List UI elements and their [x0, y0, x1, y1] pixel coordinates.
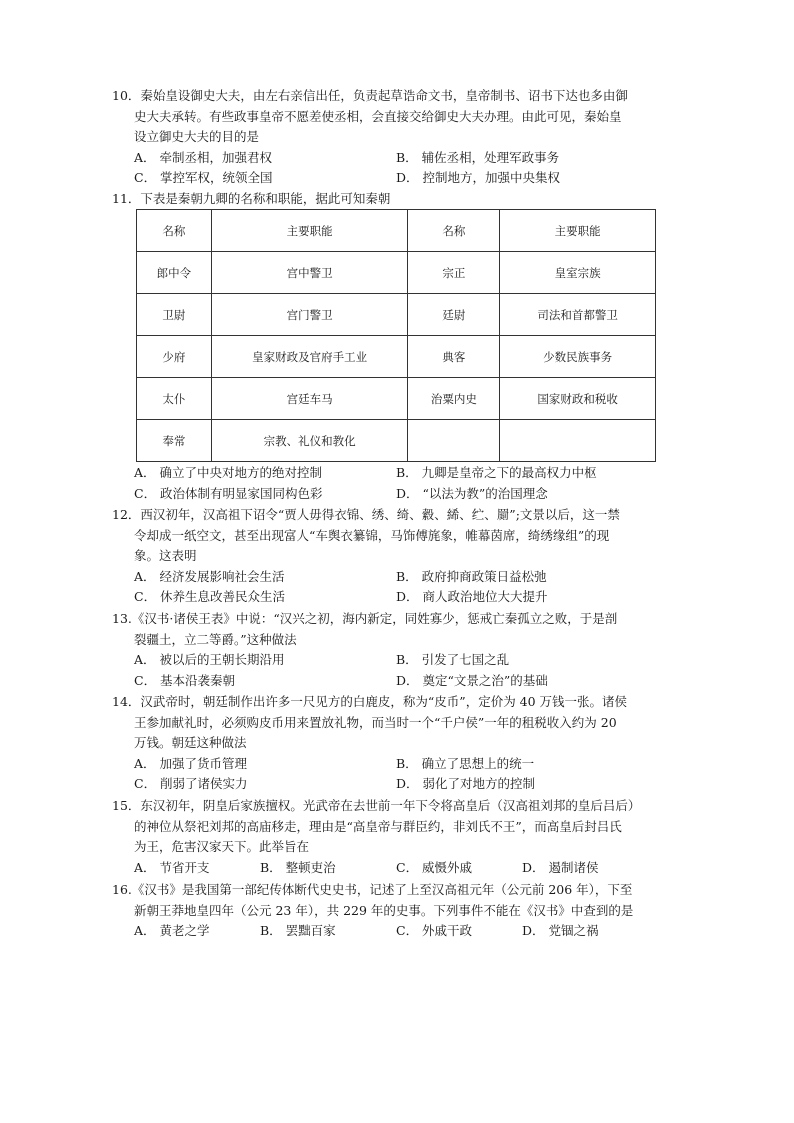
option-b[interactable]: B． 整顿吏治 [260, 859, 336, 875]
question-11-options [112, 463, 672, 504]
options-row [112, 858, 672, 879]
option-d[interactable]: D． “以法为教”的治国理念 [396, 485, 548, 501]
option-d[interactable]: D． 商人政治地位大大提升 [396, 589, 548, 605]
question-15 [112, 796, 672, 878]
question-13 [112, 609, 672, 691]
question-stem-line: 新朝王莽地皇四年（公元 23 年），共 229 年的史事。下列事件不能在《汉书》中查到的是 [134, 902, 634, 918]
question-stem-line: 的神位从祭祀刘邦的高庙移走，理由是“高皇帝与群臣约，非刘氏不王”，而高皇后封吕氏 [134, 818, 622, 834]
table-cell: 宫廷车马 [211, 378, 408, 420]
option-a[interactable]: A． 牵制丞相，加强君权 [134, 149, 273, 165]
question-14 [112, 692, 672, 795]
question-stem-line: 16.《汉书》是我国第一部纪传体断代史史书，记述了上至汉高祖元年（公元前 206 年），下至 [112, 882, 633, 897]
table-header-row [137, 210, 656, 252]
question-12 [112, 505, 672, 608]
table-cell: 国家财政和税收 [500, 378, 656, 420]
option-c[interactable]: C． 掌控军权，统领全国 [134, 170, 273, 186]
question-stem-line: 令却成一纸空文，甚至出现富人“车舆衣纂锦，马饰傅旄象，帷幕茵席，绮绣缘组”的现 [134, 527, 610, 543]
option-a[interactable]: A． 被以后的王朝长期沿用 [134, 652, 285, 668]
table-row [137, 378, 656, 420]
question-16 [112, 880, 672, 942]
option-d[interactable]: D． 弱化了对地方的控制 [396, 776, 535, 792]
table-cell: 少数民族事务 [500, 336, 656, 378]
table-cell: 宫中警卫 [211, 252, 408, 294]
question-stem-line: 裂疆土，立二等爵。”这种做法 [134, 631, 297, 647]
question-stem-line: 15．东汉初年，阴皇后家族擅权。光武帝在去世前一年下令将高皇后（汉高祖刘邦的皇后吕后） [112, 798, 641, 813]
question-stem-line: 设立御史大夫的目的是 [134, 129, 260, 145]
question-stem-line: 史大夫承转。有些政事皇帝不愿差使丞相，会直接交给御史大夫办理。由此可见，秦始皇 [134, 108, 622, 124]
option-a[interactable]: A． 节省开支 [134, 859, 210, 875]
header-cell: 主要职能 [500, 210, 656, 252]
header-cell: 名称 [137, 210, 212, 252]
header-cell: 主要职能 [211, 210, 408, 252]
question-11-stem [112, 189, 672, 210]
options-row [112, 671, 672, 692]
options-row [112, 463, 672, 484]
table-cell: 郎中令 [137, 252, 212, 294]
question-stem-line: 象。这表明 [134, 548, 197, 564]
options-row [112, 650, 672, 671]
option-b[interactable]: B． 政府抑商政策日益松弛 [396, 568, 547, 584]
options-row [112, 774, 672, 795]
options-row [112, 484, 672, 505]
option-d[interactable]: D． 遏制诸侯 [522, 859, 599, 875]
question-stem-line: 王参加献礼时，必须购皮币用来置放礼物，而当时一个“千户侯”一年的租税收入约为 20 [134, 714, 617, 730]
option-d[interactable]: D． 奠定“文景之治”的基础 [396, 672, 548, 688]
nine-ministers-table [136, 209, 656, 462]
header-cell: 名称 [408, 210, 500, 252]
table-row [137, 252, 656, 294]
option-c[interactable]: C． 基本沿袭秦朝 [134, 672, 236, 688]
table-cell: 皇室宗族 [500, 252, 656, 294]
option-d[interactable]: D． 控制地方，加强中央集权 [396, 170, 560, 186]
question-stem-line: 13.《汉书·诸侯王表》中说：“汉兴之初，海内新定，同姓寡少，惩戒亡秦孤立之败，于是剖 [112, 611, 618, 626]
table-cell: 司法和首都警卫 [500, 294, 656, 336]
question-stem-line: 14．汉武帝时，朝廷制作出许多一尺见方的白鹿皮，称为“皮币”，定价为 40 万钱一张。诸侯 [112, 694, 628, 709]
question-stem-line: 12．西汉初年，汉高祖下诏令“贾人毋得衣锦、绣、绮、縠、絺、纻、罽”;文景以后，这一禁 [112, 507, 620, 522]
option-a[interactable]: A． 黄老之学 [134, 923, 210, 939]
option-b[interactable]: B． 九卿是皇帝之下的最高权力中枢 [396, 465, 597, 480]
question-stem-line: 万钱。朝廷这种做法 [134, 735, 247, 751]
options-row [112, 148, 672, 169]
table-cell: 太仆 [137, 378, 212, 420]
option-c[interactable]: C． 削弱了诸侯实力 [134, 776, 248, 792]
options-row [112, 587, 672, 608]
question-stem-line: 11．下表是秦朝九卿的名称和职能，据此可知秦朝 [112, 191, 391, 206]
option-d[interactable]: D． 党锢之祸 [522, 923, 599, 939]
table-cell [408, 420, 500, 462]
table-row [137, 294, 656, 336]
question-stem-line: 10．秦始皇设御史大夫，由左右亲信出任，负责起草诰命文书，皇帝制书、诏书下达也多由御 [112, 88, 628, 103]
option-c[interactable]: C． 威慑外戚 [396, 859, 473, 875]
table-cell: 廷尉 [408, 294, 500, 336]
table-cell: 治粟内史 [408, 378, 500, 420]
table-row [137, 420, 656, 462]
table-cell [500, 420, 656, 462]
question-stem-line: 为王，危害汉家天下。此举旨在 [134, 839, 310, 855]
question-10 [112, 86, 672, 189]
table-cell: 典客 [408, 336, 500, 378]
option-a[interactable]: A． 确立了中央对地方的绝对控制 [134, 465, 323, 480]
option-b[interactable]: B． 确立了思想上的统一 [396, 755, 535, 771]
options-row [112, 754, 672, 775]
table-cell: 宗教、礼仪和教化 [211, 420, 408, 462]
table-cell: 宗正 [408, 252, 500, 294]
option-b[interactable]: B． 辅佐丞相，处理军政事务 [396, 149, 560, 165]
table-cell: 宫门警卫 [211, 294, 408, 336]
options-row [112, 168, 672, 189]
option-c[interactable]: C． 休养生息改善民众生活 [134, 589, 286, 605]
table-cell: 少府 [137, 336, 212, 378]
options-row [112, 567, 672, 588]
option-c[interactable]: C． 政治体制有明显家国同构色彩 [134, 485, 323, 501]
option-b[interactable]: B． 引发了七国之乱 [396, 652, 510, 668]
table-cell: 卫尉 [137, 294, 212, 336]
table-cell: 奉常 [137, 420, 212, 462]
table-row [137, 336, 656, 378]
option-a[interactable]: A． 加强了货币管理 [134, 755, 248, 771]
option-c[interactable]: C． 外戚干政 [396, 923, 473, 939]
options-row [112, 921, 672, 942]
option-a[interactable]: A． 经济发展影响社会生活 [134, 568, 285, 584]
option-b[interactable]: B． 罢黜百家 [260, 923, 336, 939]
table-cell: 皇家财政及官府手工业 [211, 336, 408, 378]
